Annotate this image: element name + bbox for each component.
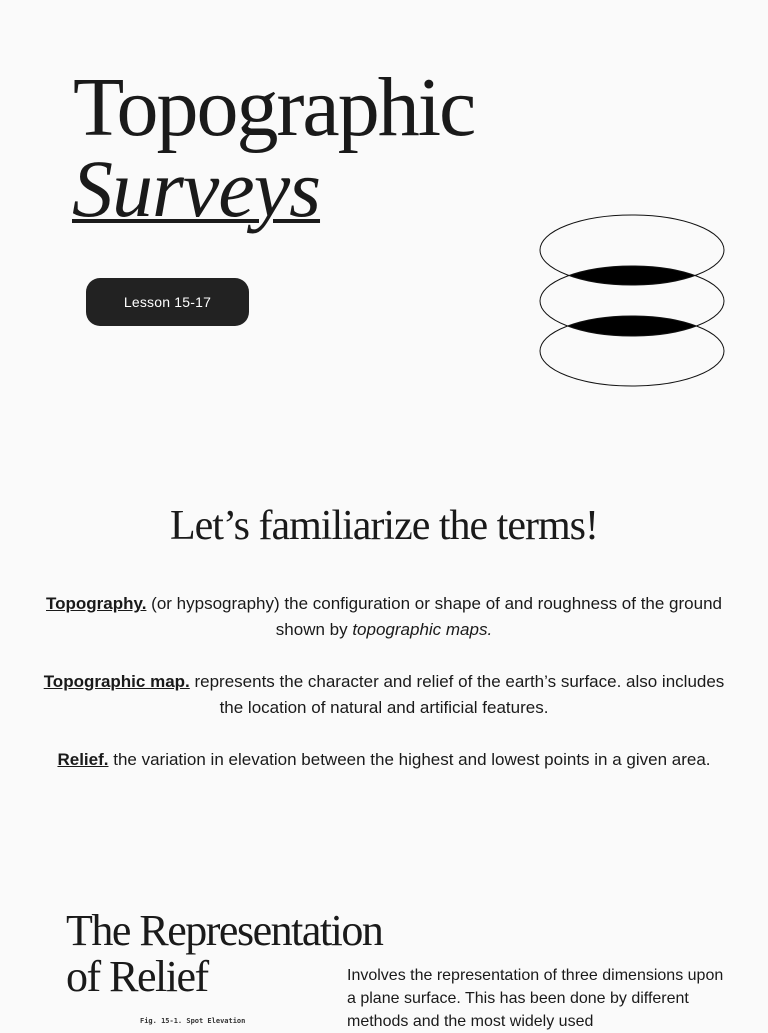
definition-text: the variation in elevation between the highest and lowest points in a given area. xyxy=(108,750,711,769)
definition-topography xyxy=(40,591,728,643)
page-title: Topographic xyxy=(73,61,475,154)
definition-text: (or hypsography) the configuration or shape of and roughness of the ground shown by xyxy=(146,594,722,639)
definition-text: represents the character and relief of the earth’s surface. also includes the location of natural and artificial features. xyxy=(189,672,725,717)
lesson-badge-label: Lesson 15-17 xyxy=(123,294,212,310)
term-label: Topography. xyxy=(46,594,147,613)
representation-heading-line1: The Representation xyxy=(66,906,383,955)
lesson-badge xyxy=(86,278,249,326)
term-label: Relief. xyxy=(57,750,109,769)
definition-relief xyxy=(40,747,728,773)
figure-caption: Fig. 15-1. Spot Elevation xyxy=(140,1017,246,1025)
definition-italic: topographic maps. xyxy=(352,620,493,639)
term-label: Topographic map. xyxy=(43,672,190,691)
representation-heading xyxy=(66,908,382,1000)
definition-topographic-map xyxy=(40,669,728,721)
representation-heading-line2: of Relief xyxy=(66,952,208,1001)
terms-heading: Let’s familiarize the terms! xyxy=(170,503,598,549)
page-subtitle: Surveys xyxy=(72,143,321,234)
stacked-ellipses-graphic xyxy=(536,212,728,392)
representation-body: Involves the representation of three dimensions upon a plane surface. This has been done by different methods and the most widely used xyxy=(347,967,724,1030)
